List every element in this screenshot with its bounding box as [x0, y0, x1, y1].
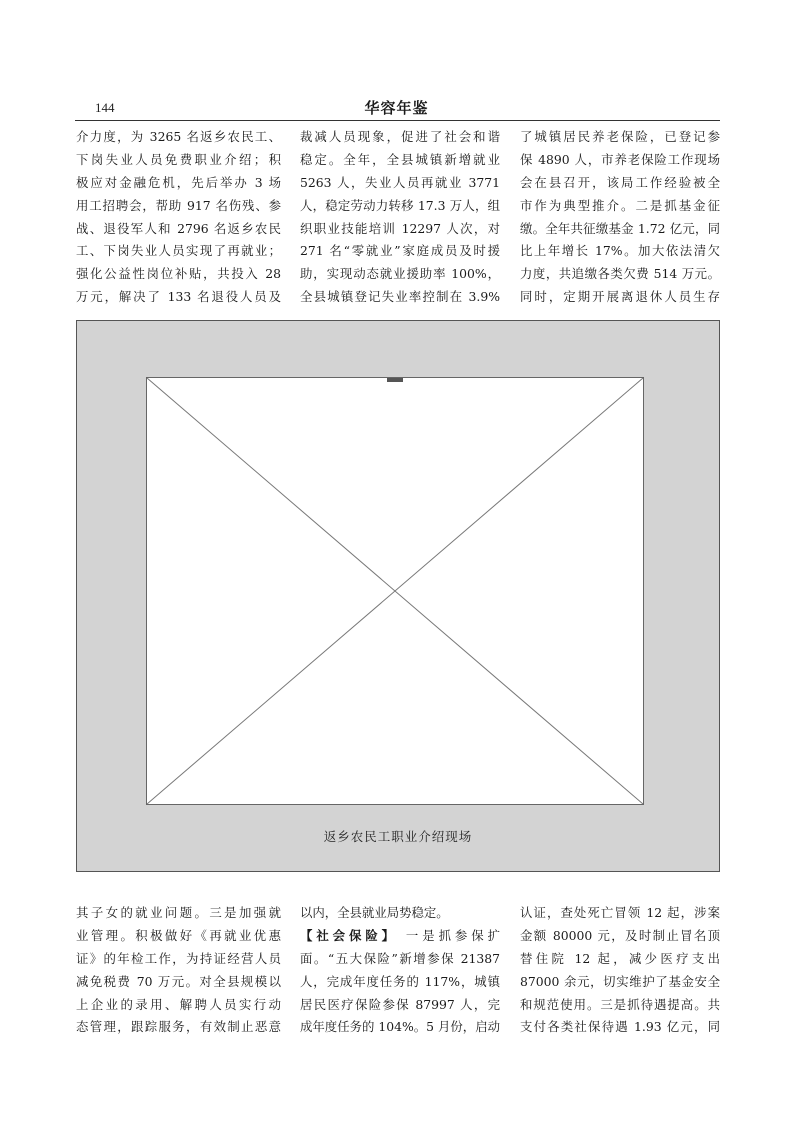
text-line: 用工招聘会，帮助 917 名伤残、参 — [76, 197, 281, 213]
text-line: 织职业技能培训 12297 人次，对 — [300, 220, 500, 236]
text-line: 5263 人，失业人员再就业 3771 — [300, 174, 500, 190]
text-line: 上企业的录用、解聘人员实行动 — [76, 996, 281, 1012]
section-heading: 【社会保险】 — [300, 927, 399, 943]
figure — [76, 320, 720, 872]
text-line: 裁减人员现象，促进了社会和谐 — [300, 129, 500, 144]
text-line: 稳定。全年，全县城镇新增就业 — [300, 151, 500, 167]
text-line: 比上年增长 17%。加大依法清欠 — [520, 243, 720, 259]
top-column-3 — [520, 126, 720, 309]
header-rule — [75, 120, 720, 121]
text-line: 人，完成年度任务的 117%，城镇 — [300, 973, 500, 989]
text-line: 替住院 12 起，减少医疗支出 — [520, 950, 720, 966]
text-line: 居民医疗保险参保 87997 人，完 — [300, 996, 500, 1012]
text-line: 市作为典型推介。二是抓基金征 — [520, 197, 720, 213]
text-line: 下岗失业人员免费职业介绍；积 — [76, 151, 281, 167]
text-line: 介力度，为 3265 名返乡农民工、 — [76, 129, 281, 144]
text-line: 缴。全年共征缴基金 1.72 亿元，同 — [520, 220, 720, 236]
text-line: 强化公益性岗位补贴，共投入 28 — [76, 266, 281, 282]
text-line: 工、下岗失业人员实现了再就业； — [76, 243, 281, 259]
bottom-column-3 — [520, 902, 720, 1039]
figure-caption: 返乡农民工职业介绍现场 — [323, 829, 473, 844]
text-line: 人，稳定劳动力转移 17.3 万人，组 — [300, 197, 500, 213]
text-line: 面。“五大保险”新增参保 21387 — [300, 950, 500, 966]
text-line: 同时，定期开展离退休人员生存 — [520, 289, 720, 305]
photo-placeholder — [146, 377, 644, 805]
text-line: 认证，查处死亡冒领 12 起，涉案 — [520, 905, 720, 920]
text-line: 87000 余元，切实维护了基金安全 — [520, 973, 720, 989]
text-line: 战、退役军人和 2796 名返乡农民 — [76, 220, 281, 236]
text-line: 态管理，跟踪服务，有效制止恶意 — [76, 1019, 281, 1035]
section-lead: 一是抓参保扩 — [398, 927, 500, 943]
text-line: 保 4890 人，市养老保险工作现场 — [520, 151, 720, 167]
text-line: 271 名“零就业”家庭成员及时援 — [300, 243, 500, 259]
top-column-2 — [300, 126, 500, 309]
text-line: 成年度任务的 104%。5 月份，启动 — [300, 1019, 500, 1035]
text-line: 万元，解决了 133 名退役人员及 — [76, 289, 281, 305]
text-line: 其子女的就业问题。三是加强就 — [76, 905, 281, 920]
bottom-column-2 — [300, 902, 500, 1039]
text-line: 金额 80000 元，及时制止冒名顶 — [520, 927, 720, 943]
text-line: 全县城镇登记失业率控制在 3.9% — [300, 289, 500, 305]
text-line: 了城镇居民养老保险，已登记参 — [520, 129, 720, 144]
text-line: 会在县召开，该局工作经验被全 — [520, 174, 720, 190]
text-line: 助，实现动态就业援助率 100%， — [300, 266, 500, 282]
text-line: 极应对金融危机，先后举办 3 场 — [76, 174, 281, 190]
text-line: 力度，共追缴各类欠费 514 万元。 — [520, 266, 720, 282]
text-line: 证》的年检工作，为持证经营人员 — [76, 950, 281, 966]
bottom-column-1 — [76, 902, 281, 1039]
running-title: 华容年鉴 — [364, 99, 429, 117]
text-line: 和规范使用。三是抓待遇提高。共 — [520, 996, 720, 1012]
text-line: 业管理。积极做好《再就业优惠 — [76, 927, 281, 943]
page-number: 144 — [95, 100, 115, 115]
text-line: 以内，全县就业局势稳定。 — [300, 905, 449, 920]
image-missing-cross — [147, 378, 643, 804]
text-line: 减免税费 70 万元。对全县规模以 — [76, 973, 281, 989]
text-line: 支付各类社保待遇 1.93 亿元，同 — [520, 1019, 720, 1035]
section-heading-line — [300, 925, 500, 948]
top-column-1 — [76, 126, 281, 309]
